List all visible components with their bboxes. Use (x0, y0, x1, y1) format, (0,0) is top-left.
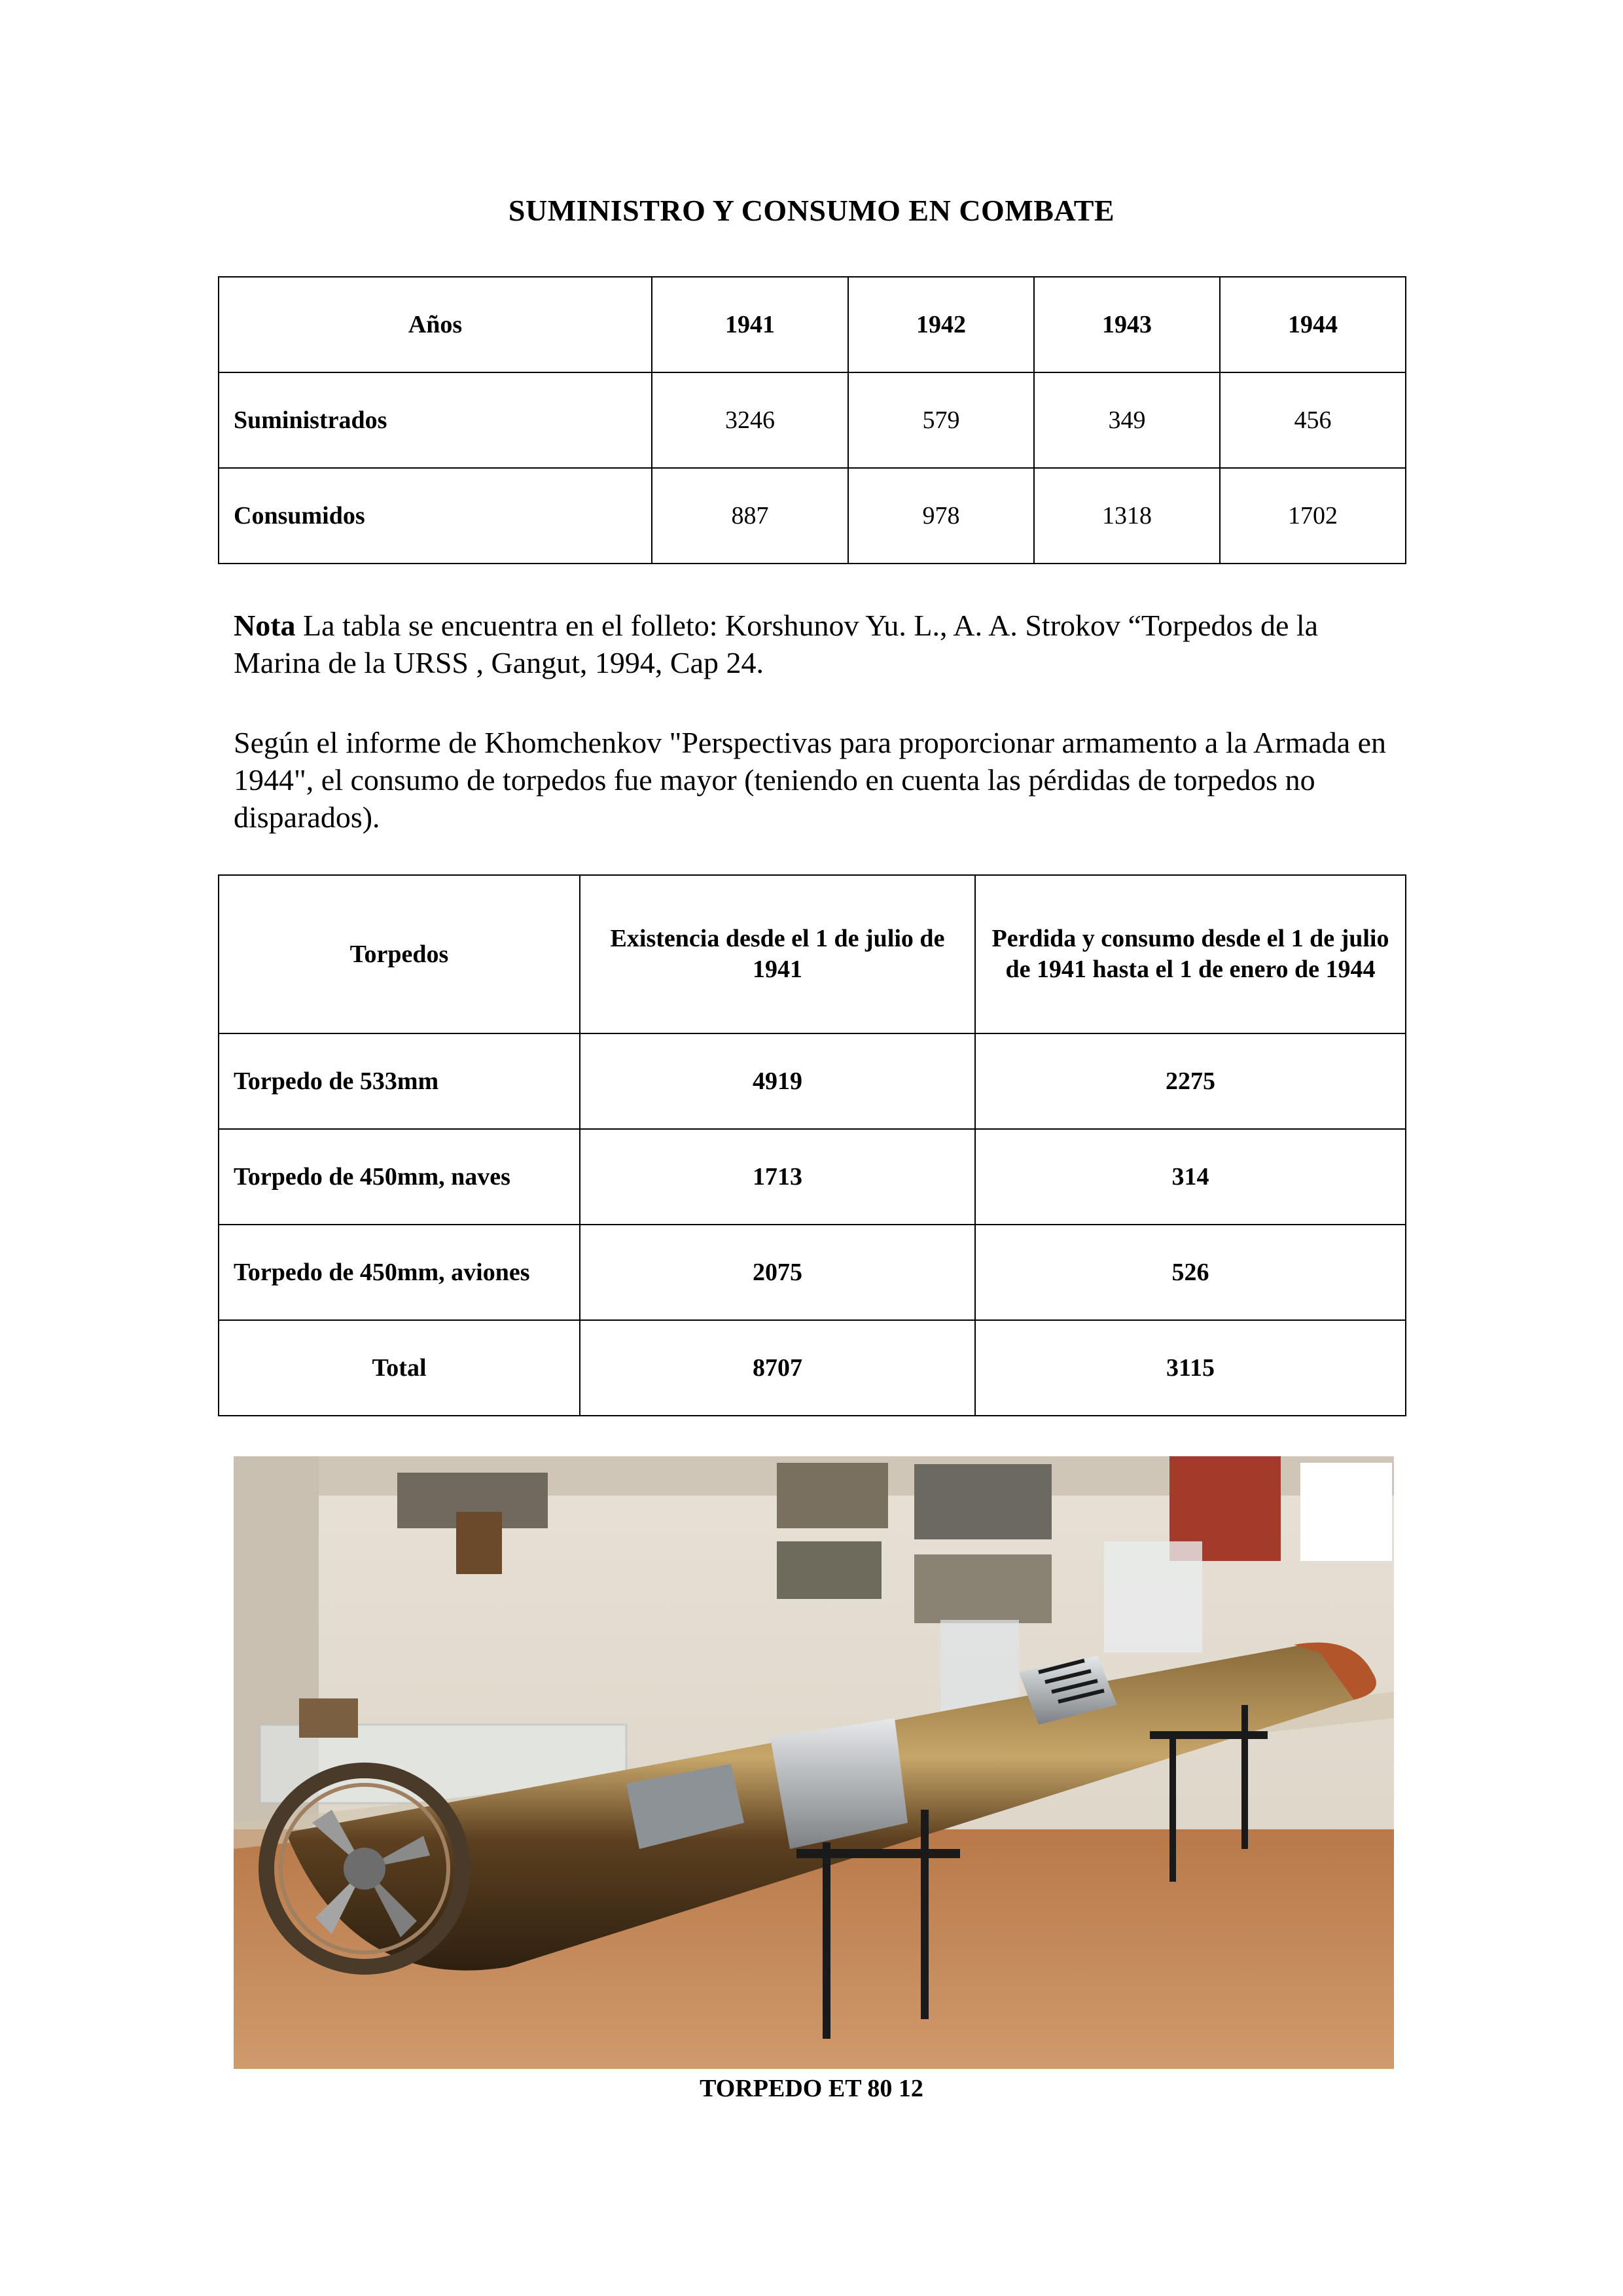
header-cell-perdida: Perdida y consumo desde el 1 de julio de 1941 hasta el 1 de enero de 1944 (975, 875, 1406, 1033)
table-header-row (219, 277, 1406, 372)
table-row (219, 468, 1406, 564)
table-cell: 2075 (580, 1225, 975, 1320)
header-cell-existencia: Existencia desde el 1 de julio de 1941 (580, 875, 975, 1033)
note-text: La tabla se encuentra en el folleto: Korshunov Yu. L., A. A. Strokov “Torpedos de la Marina de la URSS , Gangut, 1994, Cap 24. (234, 609, 1319, 679)
table-cell: 3246 (652, 372, 848, 468)
table-cell: 887 (652, 468, 848, 564)
table-cell: 456 (1220, 372, 1406, 468)
note-label: Nota (234, 609, 296, 642)
header-cell-years: Años (219, 277, 652, 372)
header-cell-1942: 1942 (848, 277, 1034, 372)
table-row (219, 1033, 1406, 1129)
table-cell: 4919 (580, 1033, 975, 1129)
row-label-supplied: Suministrados (219, 372, 652, 468)
report-paragraph: Según el informe de Khomchenkov "Perspectivas para proporcionar armamento a la Armada en 1944", el consumo de torpedos fue mayor (teniendo en cuenta las pérdidas de torpedos no disparados). (234, 726, 1387, 834)
table-row (219, 1129, 1406, 1225)
row-label: Torpedo de 533mm (219, 1033, 580, 1129)
row-label: Torpedo de 450mm, aviones (219, 1225, 580, 1320)
table-row (219, 1225, 1406, 1320)
table-cell: 526 (975, 1225, 1406, 1320)
note-paragraph (234, 607, 1412, 681)
table-cell: 349 (1034, 372, 1220, 468)
table-cell: 3115 (975, 1320, 1406, 1416)
row-label-consumed: Consumidos (219, 468, 652, 564)
table-cell: 8707 (580, 1320, 975, 1416)
table-cell: 579 (848, 372, 1034, 468)
table-row-total (219, 1320, 1406, 1416)
table-header-row (219, 875, 1406, 1033)
supply-consumption-table (218, 276, 1406, 564)
table-row (219, 372, 1406, 468)
table-cell: 1713 (580, 1129, 975, 1225)
table-cell: 314 (975, 1129, 1406, 1225)
torpedo-photo (234, 1456, 1394, 2069)
table-cell: 1702 (1220, 468, 1406, 564)
table-cell: 2275 (975, 1033, 1406, 1129)
table-cell: 1318 (1034, 468, 1220, 564)
torpedo-stock-table (218, 874, 1406, 1416)
row-label-total: Total (219, 1320, 580, 1416)
header-cell-1944: 1944 (1220, 277, 1406, 372)
header-cell-torpedos: Torpedos (219, 875, 580, 1033)
photo-caption: TORPEDO ET 80 12 (700, 2075, 923, 2102)
header-cell-1943: 1943 (1034, 277, 1220, 372)
header-cell-1941: 1941 (652, 277, 848, 372)
row-label: Torpedo de 450mm, naves (219, 1129, 580, 1225)
page-title: SUMINISTRO Y CONSUMO EN COMBATE (508, 194, 1115, 227)
table-cell: 978 (848, 468, 1034, 564)
